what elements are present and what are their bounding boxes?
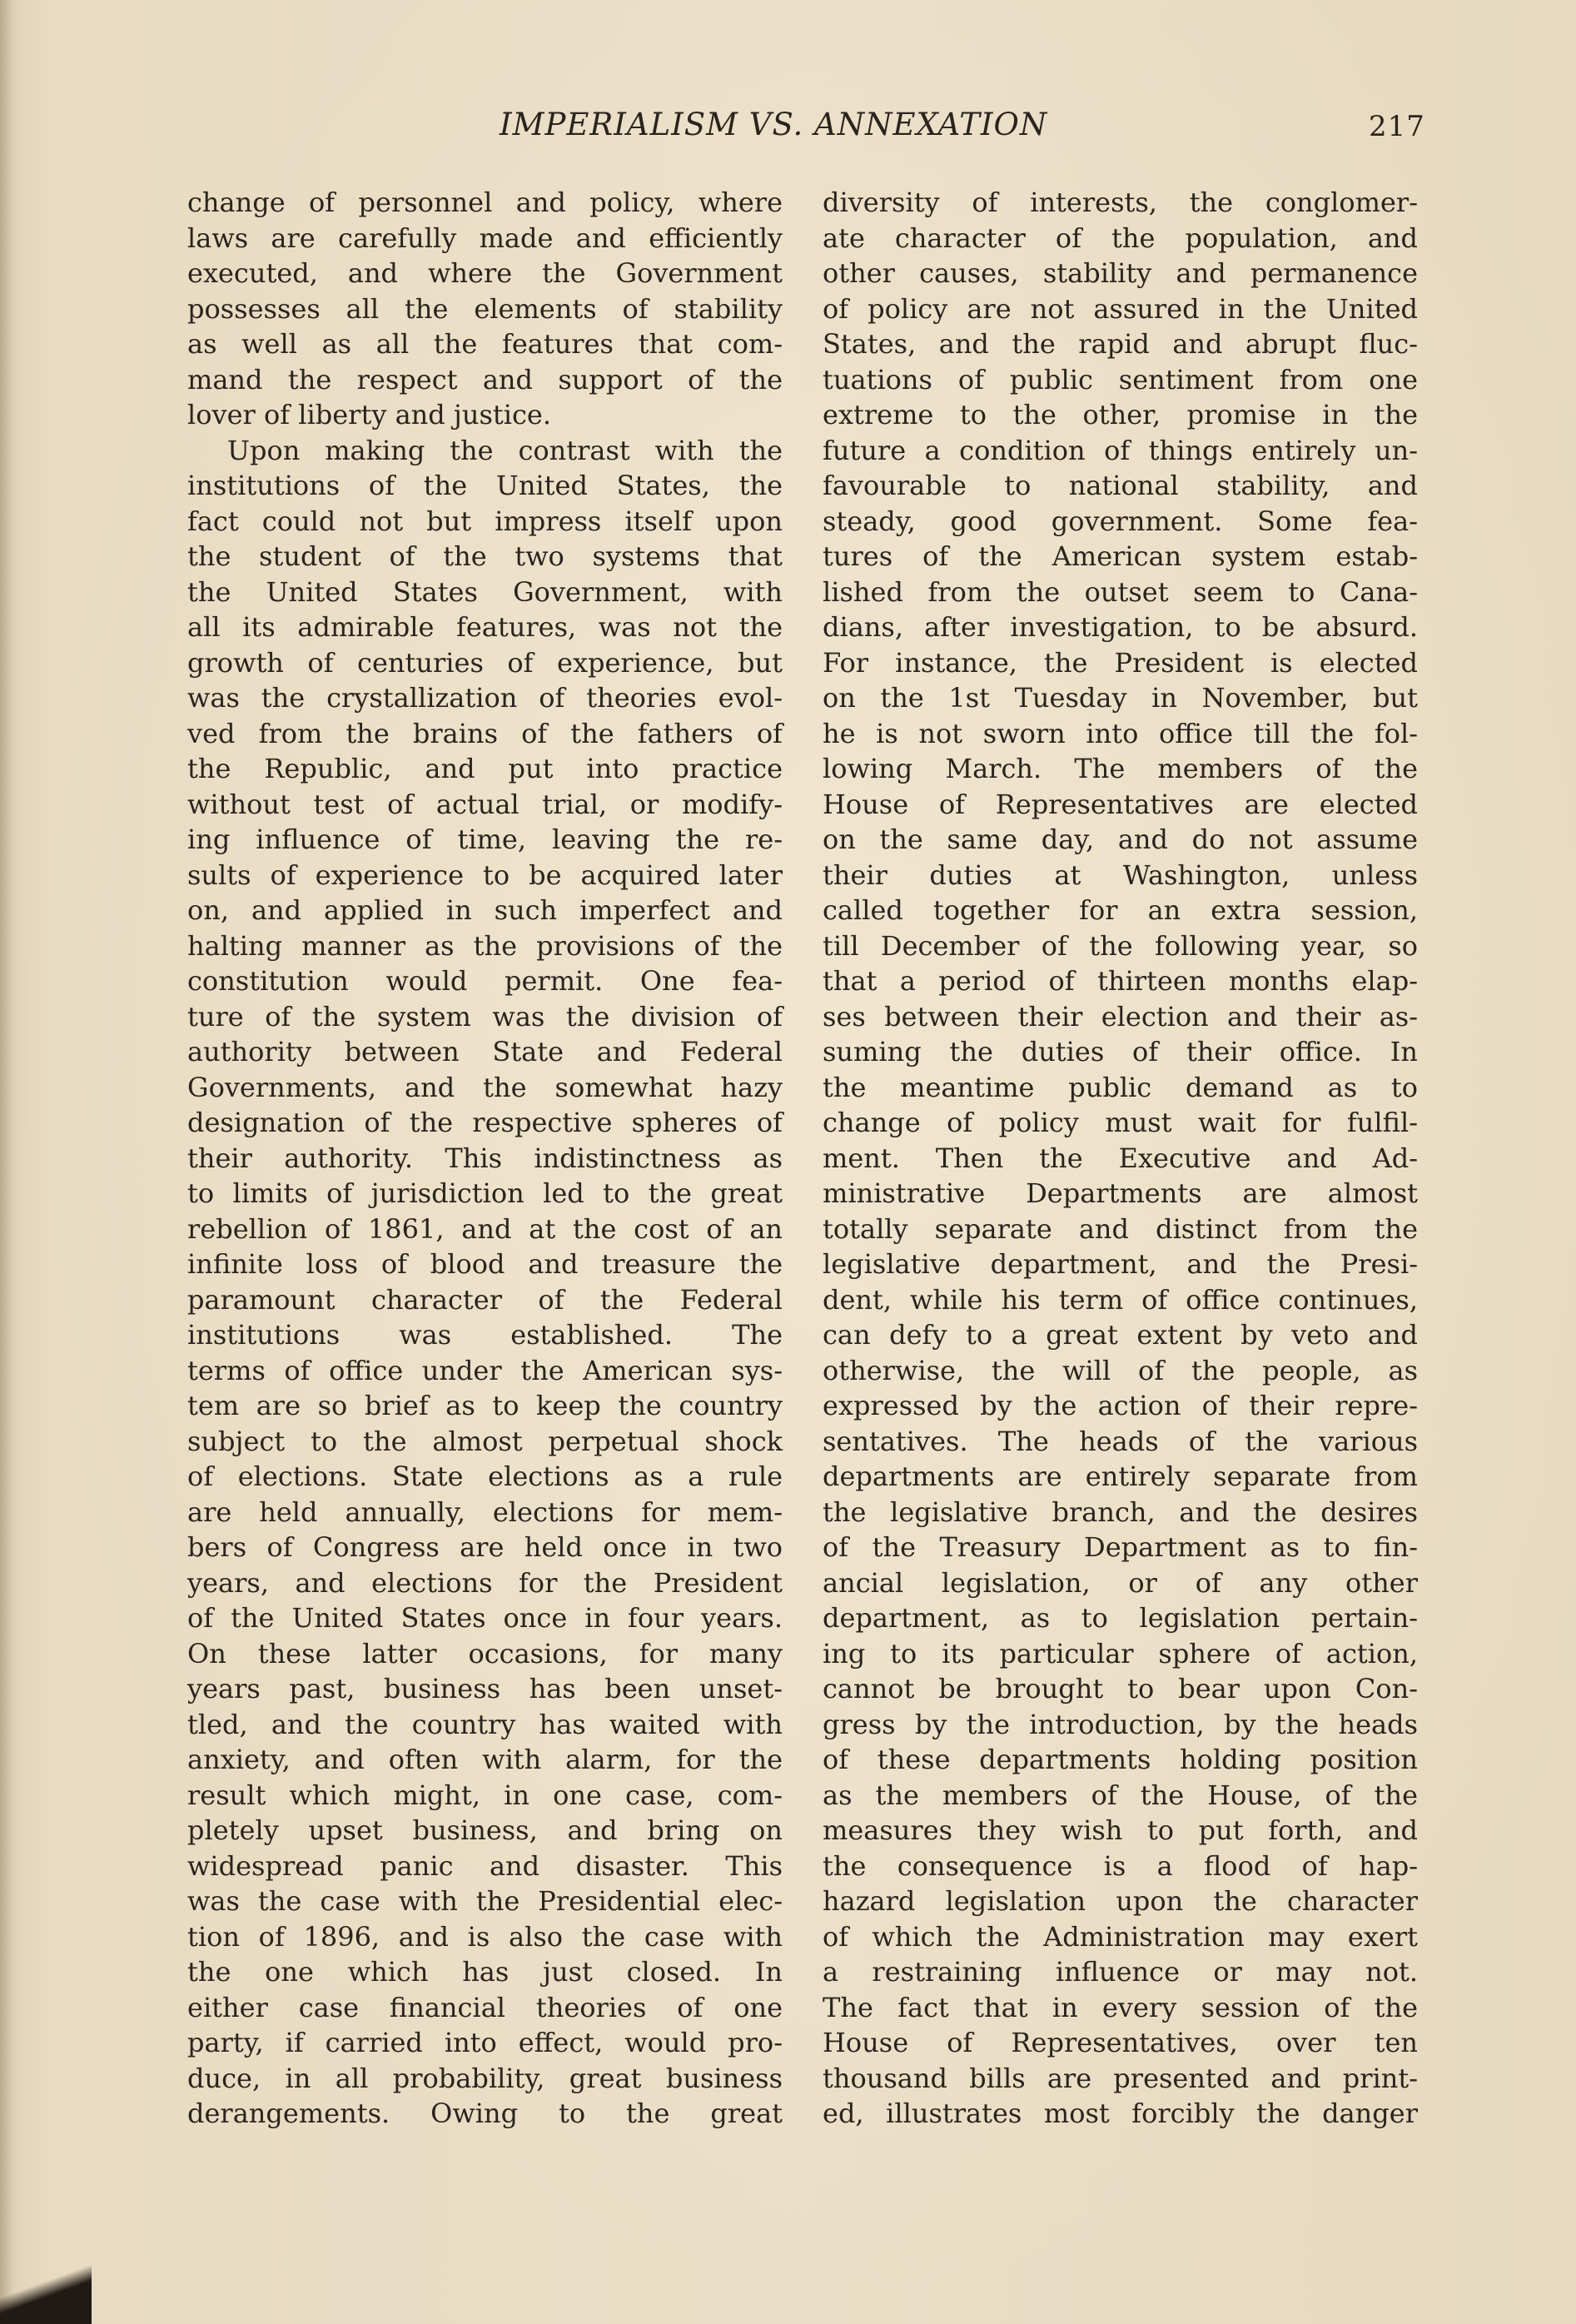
text-line: dians, after investigation, to be absurd. (823, 611, 1418, 643)
text-line: growth of centuries of experience, but (187, 646, 783, 679)
text-line: the student of the two systems that (187, 540, 783, 572)
text-line: The fact that in every session of the (823, 1991, 1418, 2023)
text-line: ancial legislation, or of any other (823, 1566, 1418, 1599)
text-line: he is not sworn into office till the fol- (823, 717, 1418, 749)
text-line: House of Representatives are elected (823, 788, 1418, 820)
text-line: that a period of thirteen months elap- (823, 965, 1418, 997)
text-line: pletely upset business, and bring on (187, 1814, 783, 1846)
text-line: ing influence of time, leaving the re- (187, 824, 783, 855)
text-line: halting manner as the provisions of the (187, 929, 783, 962)
text-line: hazard legislation upon the character (823, 1885, 1418, 1917)
text-line: of which the Administration may exert (823, 1920, 1418, 1953)
text-line: ate character of the population, and (823, 221, 1418, 254)
text-line: rebellion of 1861, and at the cost of an (187, 1212, 783, 1245)
text-line: On these latter occasions, for many (187, 1637, 783, 1670)
text-line: States, and the rapid and abrupt fluc- (823, 328, 1418, 360)
text-line: derangements. Owing to the great (187, 2098, 783, 2129)
text-line: Upon making the contrast with the (227, 434, 783, 466)
text-line: tem are so brief as to keep the country (187, 1390, 783, 1421)
text-line: extreme to the other, promise in the (823, 399, 1418, 430)
text-line: terms of office under the American sys- (187, 1354, 783, 1386)
text-line: designation of the respective spheres of (187, 1107, 783, 1138)
left-text-column (187, 185, 783, 2132)
text-line: laws are carefully made and efficiently (187, 221, 783, 254)
page-number: 217 (1369, 110, 1425, 143)
text-line: a restraining influence or may not. (823, 1956, 1418, 1988)
text-line: favourable to national stability, and (823, 470, 1418, 501)
text-line: ses between their election and their as- (823, 1000, 1418, 1033)
text-line: the Republic, and put into practice (187, 753, 783, 784)
text-line: sults of experience to be acquired later (187, 858, 783, 891)
text-line: their authority. This indistinctness as (187, 1142, 783, 1174)
text-line: as the members of the House, of the (823, 1779, 1418, 1811)
text-line: as well as all the features that com- (187, 328, 783, 360)
text-line: the United States Government, with (187, 575, 783, 608)
text-line: paramount character of the Federal (187, 1283, 783, 1316)
text-line: either case financial theories of one (187, 1991, 783, 2023)
text-line: years past, business has been unset- (187, 1673, 783, 1704)
text-line: their duties at Washington, unless (823, 858, 1418, 891)
running-title: IMPERIALISM VS. ANNEXATION (500, 107, 1048, 142)
text-line: without test of actual trial, or modify- (187, 788, 783, 820)
text-line: possesses all the elements of stability (187, 292, 783, 325)
text-line: other causes, stability and permanence (823, 257, 1418, 289)
text-line: years, and elections for the President (187, 1566, 783, 1599)
text-line: otherwise, the will of the people, as (823, 1354, 1418, 1386)
text-line: department, as to legislation pertain- (823, 1602, 1418, 1634)
text-line: ed, illustrates most forcibly the danger (823, 2098, 1418, 2129)
text-line: legislative department, and the Presi- (823, 1248, 1418, 1280)
text-line: ment. Then the Executive and Ad- (823, 1142, 1418, 1174)
text-line: measures they wish to put forth, and (823, 1814, 1418, 1846)
text-line: till December of the following year, so (823, 929, 1418, 962)
text-line: the consequence is a flood of hap- (823, 1849, 1418, 1882)
page-binding-edge (0, 0, 12, 2324)
text-line: tled, and the country has waited with (187, 1708, 783, 1740)
text-line: of policy are not assured in the United (823, 292, 1418, 325)
text-line: ture of the system was the division of (187, 1000, 783, 1033)
text-line: diversity of interests, the conglomer- (823, 187, 1418, 218)
text-line: lowing March. The members of the (823, 753, 1418, 784)
text-line: the one which has just closed. In (187, 1956, 783, 1988)
text-line: on, and applied in such imperfect and (187, 894, 783, 926)
text-line: are held annually, elections for mem- (187, 1495, 783, 1528)
text-line: to limits of jurisdiction led to the great (187, 1177, 783, 1209)
text-line: totally separate and distinct from the (823, 1212, 1418, 1245)
text-line: tion of 1896, and is also the case with (187, 1920, 783, 1953)
text-line: sentatives. The heads of the various (823, 1425, 1418, 1457)
text-line: dent, while his term of office continues, (823, 1283, 1418, 1316)
text-line: duce, in all probability, great business (187, 2062, 783, 2094)
text-line: on the 1st Tuesday in November, but (823, 682, 1418, 714)
text-line: tures of the American system estab- (823, 540, 1418, 572)
text-line: authority between State and Federal (187, 1036, 783, 1067)
text-line: infinite loss of blood and treasure the (187, 1248, 783, 1280)
text-line: on the same day, and do not assume (823, 824, 1418, 855)
text-line: of elections. State elections as a rule (187, 1461, 783, 1492)
text-line: called together for an extra session, (823, 894, 1418, 926)
text-line: gress by the introduction, by the heads (823, 1708, 1418, 1740)
text-line: the meantime public demand as to (823, 1071, 1418, 1103)
text-line: institutions was established. The (187, 1319, 783, 1351)
page-corner-shadow (0, 2249, 92, 2324)
text-line: thousand bills are presented and print- (823, 2062, 1418, 2094)
text-line: cannot be brought to bear upon Con- (823, 1673, 1418, 1704)
text-line: House of Representatives, over ten (823, 2027, 1418, 2058)
text-line: steady, good government. Some fea- (823, 505, 1418, 537)
text-line: mand the respect and support of the (187, 363, 783, 396)
text-line: future a condition of things entirely un- (823, 434, 1418, 466)
page-header (183, 100, 1432, 150)
text-line: suming the duties of their office. In (823, 1036, 1418, 1067)
text-line: widespread panic and disaster. This (187, 1849, 783, 1882)
text-line: constitution would permit. One fea- (187, 965, 783, 997)
text-line: ministrative Departments are almost (823, 1177, 1418, 1209)
text-line: anxiety, and often with alarm, for the (187, 1744, 783, 1775)
text-line: fact could not but impress itself upon (187, 505, 783, 537)
text-line: was the case with the Presidential elec- (187, 1885, 783, 1917)
text-line: all its admirable features, was not the (187, 611, 783, 643)
text-line: subject to the almost perpetual shock (187, 1425, 783, 1457)
text-line: institutions of the United States, the (187, 470, 783, 501)
text-line: of these departments holding position (823, 1744, 1418, 1775)
text-line: lover of liberty and justice. (187, 399, 551, 430)
text-line: can defy to a great extent by veto and (823, 1319, 1418, 1351)
text-line: of the Treasury Department as to fin- (823, 1531, 1418, 1563)
text-line: party, if carried into effect, would pro- (187, 2027, 783, 2058)
text-line: Governments, and the somewhat hazy (187, 1071, 783, 1103)
text-line: of the United States once in four years. (187, 1602, 783, 1634)
right-text-column (823, 185, 1418, 2132)
text-line: bers of Congress are held once in two (187, 1531, 783, 1563)
text-line: executed, and where the Government (187, 257, 783, 289)
text-line: For instance, the President is elected (823, 646, 1418, 679)
text-line: ing to its particular sphere of action, (823, 1637, 1418, 1670)
text-line: lished from the outset seem to Cana- (823, 575, 1418, 608)
text-line: change of personnel and policy, where (187, 187, 783, 218)
text-line: was the crystallization of theories evol- (187, 682, 783, 714)
text-line: tuations of public sentiment from one (823, 363, 1418, 396)
text-line: expressed by the action of their repre- (823, 1390, 1418, 1421)
text-line: change of policy must wait for fulfil- (823, 1107, 1418, 1138)
text-line: the legislative branch, and the desires (823, 1495, 1418, 1528)
text-line: departments are entirely separate from (823, 1461, 1418, 1492)
text-line: result which might, in one case, com- (187, 1779, 783, 1811)
text-line: ved from the brains of the fathers of (187, 717, 783, 749)
